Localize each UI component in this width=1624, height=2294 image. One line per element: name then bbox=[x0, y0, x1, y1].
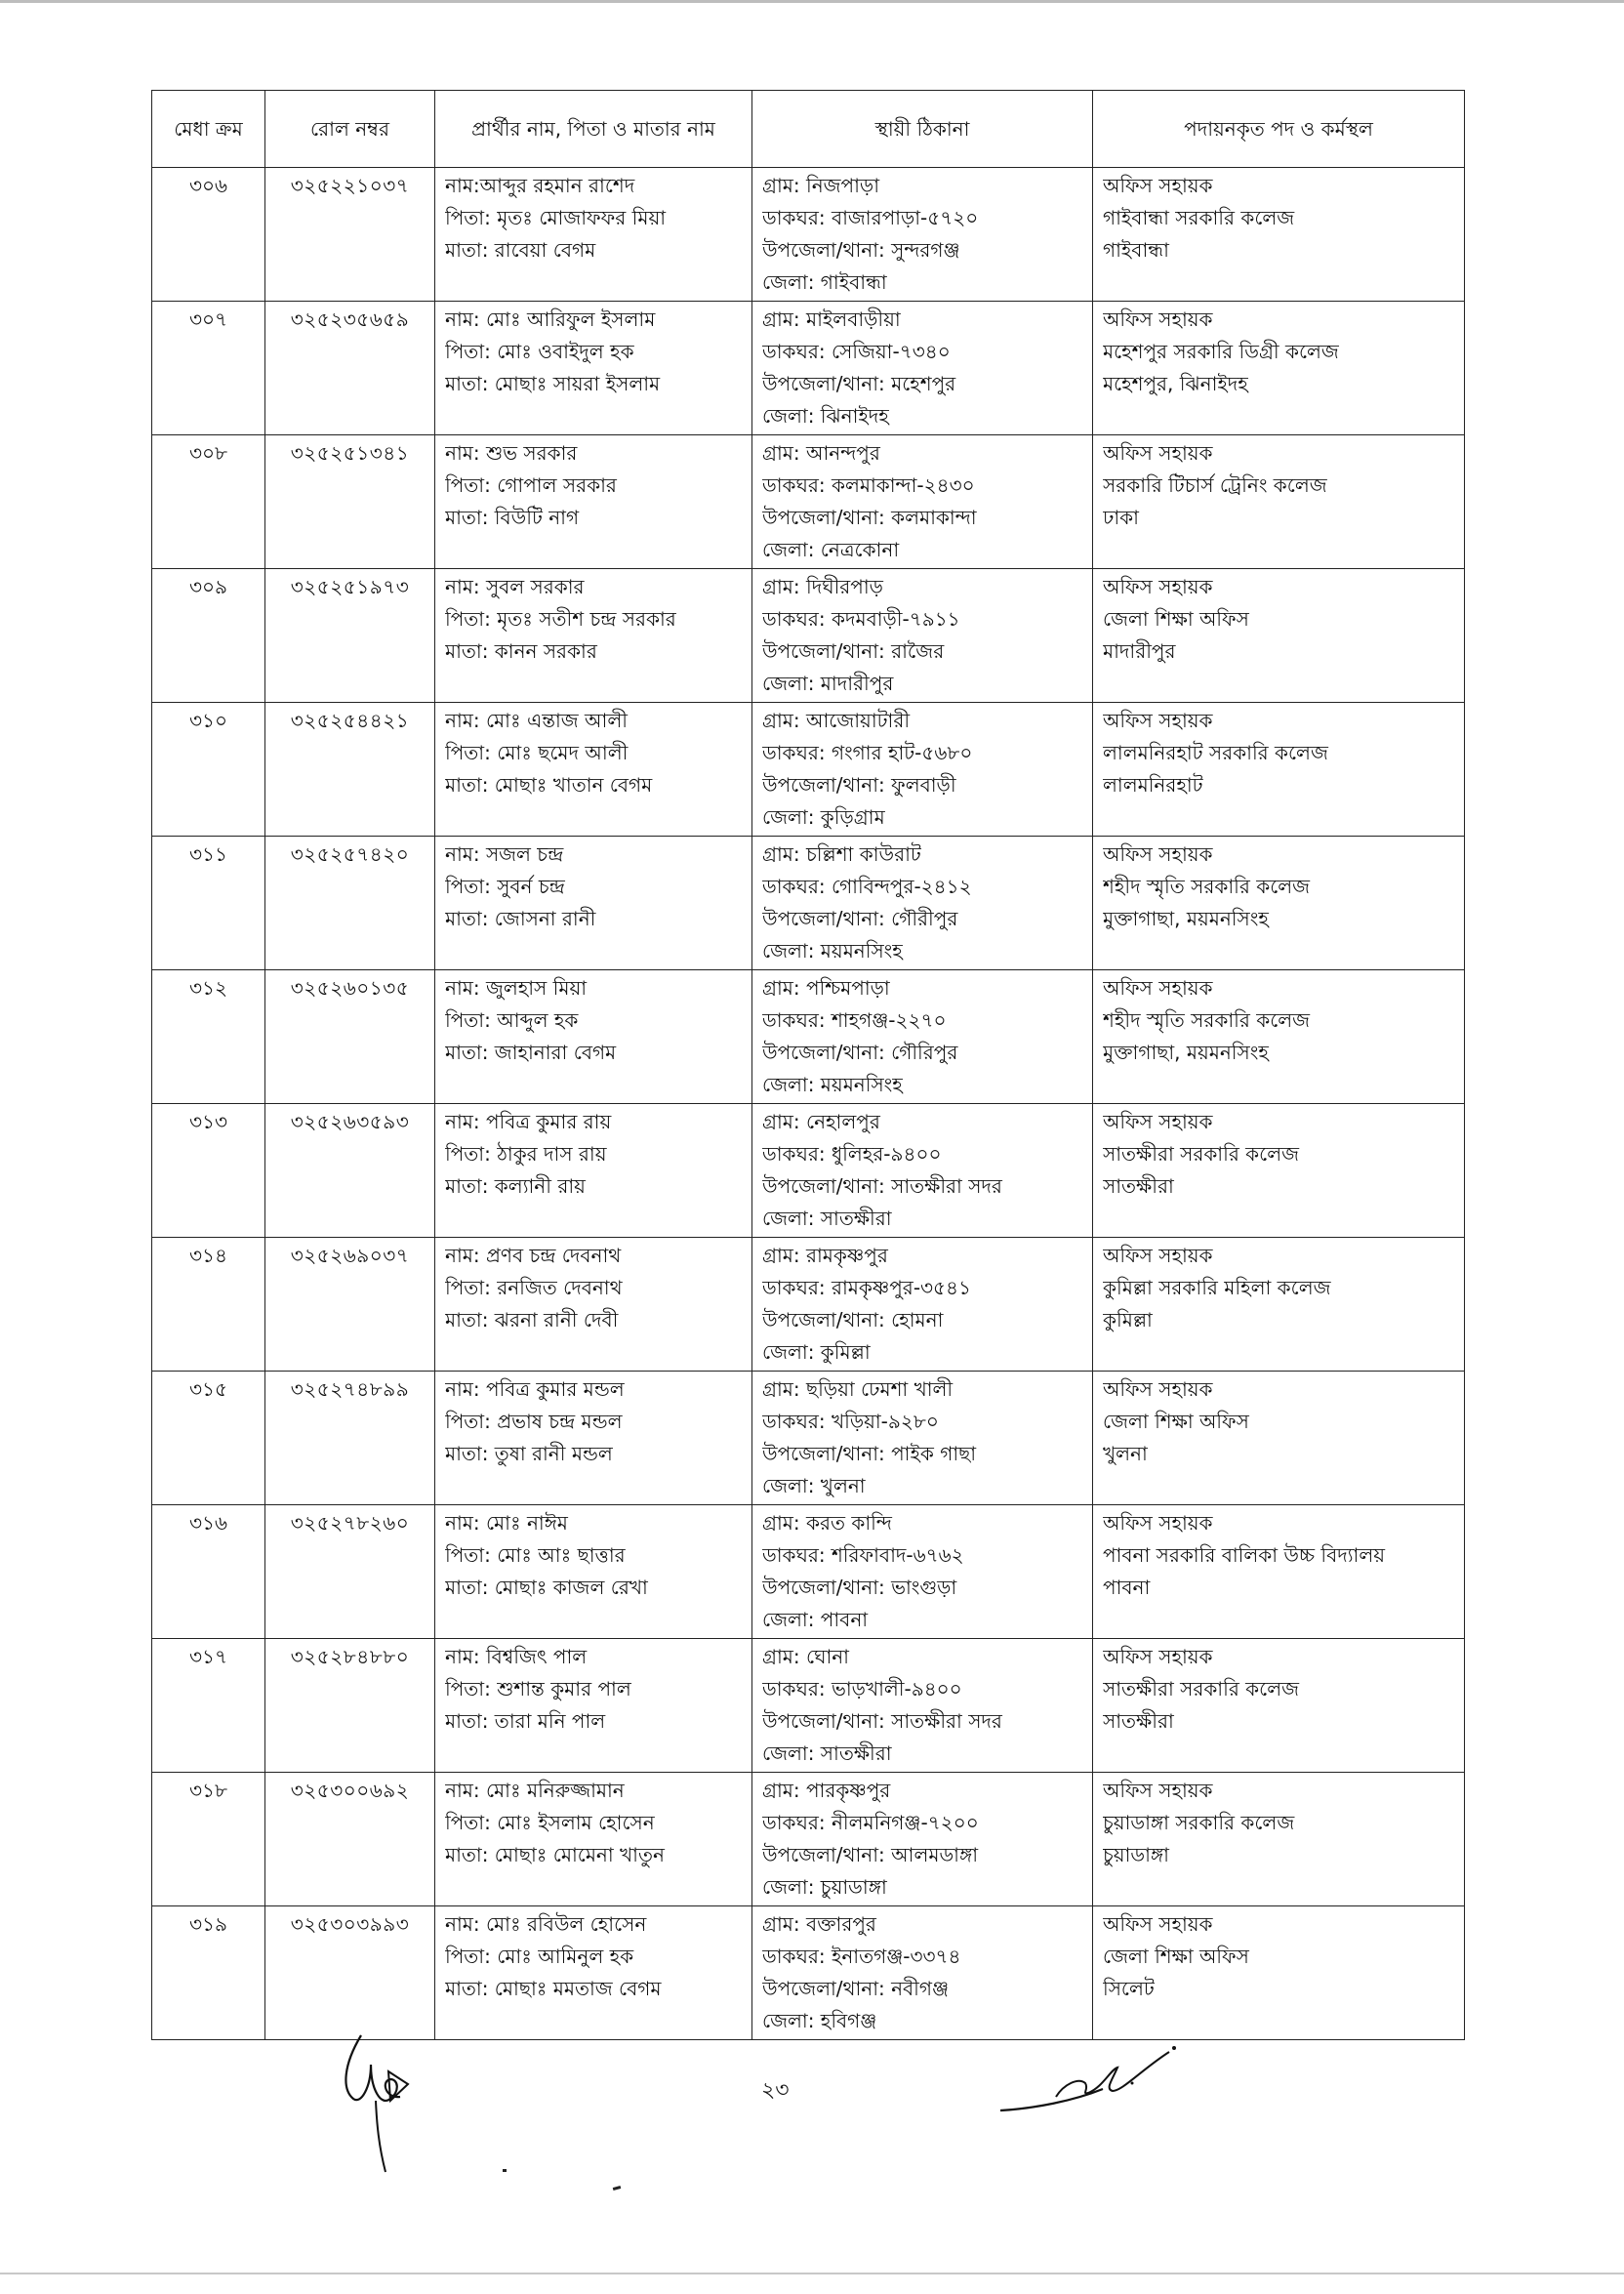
assigned-post-cell bbox=[1093, 1104, 1465, 1238]
post-line: অফিস সহায়ক bbox=[1103, 1645, 1213, 1668]
post-line: খুলনা bbox=[1103, 1442, 1148, 1465]
table-row bbox=[152, 302, 1465, 435]
post-line: চুয়াডাঙ্গা bbox=[1103, 1843, 1169, 1866]
scan-top-edge bbox=[0, 0, 1624, 3]
address-line: ডাকঘর: ভাড়খালী-৯৪০০ bbox=[762, 1677, 962, 1700]
address-line: গ্রাম: মাইলবাড়ীয়া bbox=[762, 307, 901, 331]
address-line: ডাকঘর: গংগার হাট-৫৬৮০ bbox=[762, 741, 973, 764]
roll-number-cell: ৩২৫২৭৪৮৯৯ bbox=[265, 1372, 435, 1505]
address-line: ডাকঘর: শরিফাবাদ-৬৭৬২ bbox=[762, 1543, 964, 1567]
roll-number-cell: ৩২৫২৬৩৫৯৩ bbox=[265, 1104, 435, 1238]
address-line: উপজেলা/থানা: কলমাকান্দা bbox=[762, 506, 977, 529]
address-line: জেলা: নেত্রকোনা bbox=[762, 538, 900, 561]
merit-serial-cell: ৩০৯ bbox=[152, 569, 265, 703]
address-line: জেলা: পাবনা bbox=[762, 1608, 869, 1631]
candidate-info-line: নাম: মোঃ রবিউল হোসেন bbox=[445, 1912, 647, 1936]
candidate-info-line: নাম: মোঃ মনিরুজ্জামান bbox=[445, 1779, 625, 1802]
candidate-info-line: পিতা: মোঃ ইসলাম হোসেন bbox=[445, 1811, 655, 1834]
address-line: ডাকঘর: বাজারপাড়া-৫৭২০ bbox=[762, 206, 979, 229]
address-cell bbox=[752, 1906, 1093, 2040]
post-line: অফিস সহায়ক bbox=[1103, 174, 1213, 197]
candidate-info-line: নাম: বিশ্বজিৎ পাল bbox=[445, 1645, 588, 1668]
address-cell bbox=[752, 837, 1093, 970]
candidate-name-cell bbox=[435, 302, 752, 435]
candidate-name-cell bbox=[435, 970, 752, 1104]
post-line: অফিস সহায়ক bbox=[1103, 441, 1213, 465]
address-line: গ্রাম: চল্লিশা কাউরাট bbox=[762, 842, 921, 866]
table-body bbox=[152, 168, 1465, 2040]
address-cell bbox=[752, 1773, 1093, 1906]
roll-number-cell: ৩২৫২৮৪৮৮০ bbox=[265, 1639, 435, 1773]
candidate-info-line: মাতা: মোছাঃ কাজল রেখা bbox=[445, 1576, 648, 1599]
address-line: গ্রাম: করত কান্দি bbox=[762, 1511, 892, 1535]
address-line: জেলা: সাতক্ষীরা bbox=[762, 1207, 892, 1230]
address-line: জেলা: কুমিল্লা bbox=[762, 1340, 871, 1364]
address-line: ডাকঘর: রামকৃষ্ণপুর-৩৫৪১ bbox=[762, 1276, 971, 1299]
candidate-info-line: নাম: মোঃ আরিফুল ইসলাম bbox=[445, 307, 656, 331]
post-line: লালমনিরহাট bbox=[1103, 773, 1203, 797]
assigned-post-cell bbox=[1093, 1238, 1465, 1372]
candidate-info-line: মাতা: বিউটি নাগ bbox=[445, 506, 580, 529]
post-line: পাবনা সরকারি বালিকা উচ্চ বিদ্যালয় bbox=[1103, 1543, 1386, 1567]
post-line: অফিস সহায়ক bbox=[1103, 307, 1213, 331]
roll-number-cell: ৩২৫২৬০১৩৫ bbox=[265, 970, 435, 1104]
address-line: উপজেলা/থানা: মহেশপুর bbox=[762, 372, 956, 395]
candidate-info-line: মাতা: মোছাঃ খাতান বেগম bbox=[445, 773, 653, 797]
candidate-info-line: পিতা: আব্দুল হক bbox=[445, 1008, 579, 1032]
candidate-info-line: নাম: প্রণব চন্দ্র দেবনাথ bbox=[445, 1244, 622, 1267]
address-line: জেলা: গাইবান্ধা bbox=[762, 270, 887, 294]
candidate-name-cell bbox=[435, 1773, 752, 1906]
address-cell bbox=[752, 1104, 1093, 1238]
address-cell bbox=[752, 168, 1093, 302]
post-line: লালমনিরহাট সরকারি কলেজ bbox=[1103, 741, 1328, 764]
table-row bbox=[152, 837, 1465, 970]
candidate-name-cell bbox=[435, 569, 752, 703]
merit-serial-cell: ৩০৭ bbox=[152, 302, 265, 435]
post-line: শহীদ স্মৃতি সরকারি কলেজ bbox=[1103, 875, 1311, 898]
table-row bbox=[152, 970, 1465, 1104]
post-line: সাতক্ষীরা bbox=[1103, 1709, 1174, 1733]
assigned-post-cell bbox=[1093, 1906, 1465, 2040]
merit-serial-cell: ৩১৭ bbox=[152, 1639, 265, 1773]
assigned-post-cell bbox=[1093, 569, 1465, 703]
address-line: জেলা: মাদারীপুর bbox=[762, 672, 894, 695]
post-line: অফিস সহায়ক bbox=[1103, 575, 1213, 598]
table-row bbox=[152, 1639, 1465, 1773]
post-line: সরকারি টিচার্স ট্রেনিং কলেজ bbox=[1103, 473, 1327, 497]
candidate-info-line: মাতা: মোছাঃ মোমেনা খাতুন bbox=[445, 1843, 665, 1866]
post-line: মুক্তাগাছা, ময়মনসিংহ bbox=[1103, 907, 1269, 930]
post-line: সাতক্ষীরা সরকারি কলেজ bbox=[1103, 1677, 1300, 1700]
candidate-info-line: মাতা: জাহানারা বেগম bbox=[445, 1041, 617, 1064]
table-row bbox=[152, 168, 1465, 302]
address-line: ডাকঘর: নীলমনিগঞ্জ-৭২০০ bbox=[762, 1811, 979, 1834]
roll-number-cell: ৩২৫৩০০৬৯২ bbox=[265, 1773, 435, 1906]
candidate-name-cell bbox=[435, 1906, 752, 2040]
table-row bbox=[152, 1104, 1465, 1238]
table-row bbox=[152, 1372, 1465, 1505]
table-row bbox=[152, 1238, 1465, 1372]
merit-list-table bbox=[151, 90, 1465, 2040]
candidate-name-cell bbox=[435, 435, 752, 569]
address-line: জেলা: সাতক্ষীরা bbox=[762, 1741, 892, 1765]
candidate-info-line: নাম: সুবল সরকার bbox=[445, 575, 585, 598]
assigned-post-cell bbox=[1093, 302, 1465, 435]
post-line: ঢাকা bbox=[1103, 506, 1139, 529]
merit-serial-cell: ৩০৮ bbox=[152, 435, 265, 569]
candidate-info-line: পিতা: মোঃ আমিনুল হক bbox=[445, 1945, 634, 1968]
address-line: গ্রাম: রামকৃষ্ণপুর bbox=[762, 1244, 888, 1267]
left-signature bbox=[332, 2030, 439, 2177]
table-row bbox=[152, 1773, 1465, 1906]
candidate-info-line: মাতা: রাবেয়া বেগম bbox=[445, 238, 596, 262]
address-line: ডাকঘর: কলমাকান্দা-২৪৩০ bbox=[762, 473, 975, 497]
merit-serial-cell: ৩১৪ bbox=[152, 1238, 265, 1372]
address-line: ডাকঘর: শাহগঞ্জ-২২৭০ bbox=[762, 1008, 947, 1032]
roll-number-cell: ৩২৫২৫৪৪২১ bbox=[265, 703, 435, 837]
address-line: গ্রাম: নেহালপুর bbox=[762, 1110, 880, 1133]
address-line: জেলা: ঝিনাইদহ bbox=[762, 404, 889, 428]
address-line: গ্রাম: দিঘীরপাড় bbox=[762, 575, 883, 598]
address-line: ডাকঘর: খড়িয়া-৯২৮০ bbox=[762, 1410, 939, 1433]
candidate-info-line: নাম: পবিত্র কুমার মন্ডল bbox=[445, 1377, 625, 1401]
post-line: কুমিল্লা bbox=[1103, 1308, 1153, 1331]
address-line: জেলা: চুয়াডাঙ্গা bbox=[762, 1875, 887, 1899]
candidate-info-line: পিতা: সুবর্ন চন্দ্র bbox=[445, 875, 565, 898]
merit-serial-cell: ৩০৬ bbox=[152, 168, 265, 302]
roll-number-cell: ৩২৫২৭৮২৬০ bbox=[265, 1505, 435, 1639]
header-assigned-post: পদায়নকৃত পদ ও কর্মস্থল bbox=[1093, 91, 1465, 168]
candidate-info-line: পিতা: গোপাল সরকার bbox=[445, 473, 617, 497]
address-line: গ্রাম: পারকৃষ্ণপুর bbox=[762, 1779, 891, 1802]
right-signature bbox=[995, 2040, 1191, 2118]
candidate-info-line: পিতা: মৃতঃ সতীশ চন্দ্র সরকার bbox=[445, 607, 676, 631]
merit-serial-cell: ৩১০ bbox=[152, 703, 265, 837]
candidate-name-cell bbox=[435, 703, 752, 837]
address-cell bbox=[752, 1639, 1093, 1773]
table-row bbox=[152, 435, 1465, 569]
post-line: কুমিল্লা সরকারি মহিলা কলেজ bbox=[1103, 1276, 1331, 1299]
address-cell bbox=[752, 435, 1093, 569]
assigned-post-cell bbox=[1093, 168, 1465, 302]
post-line: জেলা শিক্ষা অফিস bbox=[1103, 1945, 1249, 1968]
post-line: গাইবান্ধা সরকারি কলেজ bbox=[1103, 206, 1295, 229]
candidate-info-line: নাম: শুভ সরকার bbox=[445, 441, 578, 465]
header-permanent-address: স্থায়ী ঠিকানা bbox=[752, 91, 1093, 168]
assigned-post-cell bbox=[1093, 837, 1465, 970]
address-cell bbox=[752, 1372, 1093, 1505]
assigned-post-cell bbox=[1093, 970, 1465, 1104]
assigned-post-cell bbox=[1093, 1505, 1465, 1639]
candidate-info-line: মাতা: ঝরনা রানী দেবী bbox=[445, 1308, 619, 1331]
candidate-info-line: পিতা: রনজিত দেবনাথ bbox=[445, 1276, 623, 1299]
post-line: অফিস সহায়ক bbox=[1103, 1377, 1213, 1401]
post-line: জেলা শিক্ষা অফিস bbox=[1103, 607, 1249, 631]
address-line: উপজেলা/থানা: নবীগঞ্জ bbox=[762, 1977, 950, 2000]
post-line: পাবনা bbox=[1103, 1576, 1151, 1599]
candidate-info-line: নাম: পবিত্র কুমার রায় bbox=[445, 1110, 612, 1133]
address-line: ডাকঘর: ইনাতগঞ্জ-৩৩৭৪ bbox=[762, 1945, 961, 1968]
address-line: উপজেলা/থানা: সুন্দরগঞ্জ bbox=[762, 238, 960, 262]
address-line: গ্রাম: আজোয়াটারী bbox=[762, 709, 911, 732]
candidate-name-cell bbox=[435, 1238, 752, 1372]
post-line: অফিস সহায়ক bbox=[1103, 1912, 1213, 1936]
assigned-post-cell bbox=[1093, 1639, 1465, 1773]
merit-serial-cell: ৩১১ bbox=[152, 837, 265, 970]
address-cell bbox=[752, 703, 1093, 837]
post-line: অফিস সহায়ক bbox=[1103, 1110, 1213, 1133]
candidate-info-line: পিতা: ঠাকুর দাস রায় bbox=[445, 1142, 607, 1166]
stray-mark bbox=[503, 2169, 507, 2172]
merit-serial-cell: ৩১৬ bbox=[152, 1505, 265, 1639]
address-line: জেলা: কুড়িগ্রাম bbox=[762, 805, 885, 829]
assigned-post-cell bbox=[1093, 1773, 1465, 1906]
table-row bbox=[152, 1906, 1465, 2040]
address-line: উপজেলা/থানা: ফুলবাড়ী bbox=[762, 773, 956, 797]
candidate-name-cell bbox=[435, 1104, 752, 1238]
address-line: জেলা: ময়মনসিংহ bbox=[762, 939, 903, 963]
address-line: উপজেলা/থানা: হোমনা bbox=[762, 1308, 944, 1331]
post-line: মুক্তাগাছা, ময়মনসিংহ bbox=[1103, 1041, 1269, 1064]
address-line: ডাকঘর: কদমবাড়ী-৭৯১১ bbox=[762, 607, 960, 631]
candidate-info-line: মাতা: মোছাঃ সায়রা ইসলাম bbox=[445, 372, 661, 395]
post-line: চুয়াডাঙ্গা সরকারি কলেজ bbox=[1103, 1811, 1295, 1834]
post-line: অফিস সহায়ক bbox=[1103, 1779, 1213, 1802]
address-cell bbox=[752, 970, 1093, 1104]
candidate-name-cell bbox=[435, 1505, 752, 1639]
address-line: গ্রাম: আনন্দপুর bbox=[762, 441, 880, 465]
candidate-name-cell bbox=[435, 837, 752, 970]
table-row bbox=[152, 569, 1465, 703]
address-line: গ্রাম: ছড়িয়া ঢেমশা খালী bbox=[762, 1377, 954, 1401]
post-line: মহেশপুর, ঝিনাইদহ bbox=[1103, 372, 1248, 395]
address-line: উপজেলা/থানা: গৌরীপুর bbox=[762, 907, 958, 930]
post-line: অফিস সহায়ক bbox=[1103, 842, 1213, 866]
candidate-info-line: নাম: সজল চন্দ্র bbox=[445, 842, 564, 866]
roll-number-cell: ৩২৫২২১০৩৭ bbox=[265, 168, 435, 302]
header-roll-number: রোল নম্বর bbox=[265, 91, 435, 168]
roll-number-cell: ৩২৫২৫৭৪২০ bbox=[265, 837, 435, 970]
address-line: গ্রাম: বক্তারপুর bbox=[762, 1912, 876, 1936]
candidate-info-line: পিতা: মোঃ আঃ ছাত্তার bbox=[445, 1543, 626, 1567]
address-line: গ্রাম: পশ্চিমপাড়া bbox=[762, 976, 890, 1000]
candidate-info-line: নাম: মোঃ নাঈম bbox=[445, 1511, 568, 1535]
address-cell bbox=[752, 1505, 1093, 1639]
candidate-info-line: নাম: জুলহাস মিয়া bbox=[445, 976, 588, 1000]
address-line: উপজেলা/থানা: সাতক্ষীরা সদর bbox=[762, 1709, 1002, 1733]
merit-serial-cell: ৩১২ bbox=[152, 970, 265, 1104]
merit-serial-cell: ৩১৩ bbox=[152, 1104, 265, 1238]
merit-serial-cell: ৩১৫ bbox=[152, 1372, 265, 1505]
post-line: সাতক্ষীরা bbox=[1103, 1174, 1174, 1198]
candidate-info-line: মাতা: মোছাঃ মমতাজ বেগম bbox=[445, 1977, 662, 2000]
assigned-post-cell bbox=[1093, 435, 1465, 569]
candidate-info-line: পিতা: মোঃ ওবাইদুল হক bbox=[445, 340, 634, 363]
candidate-info-line: পিতা: মৃতঃ মোজাফফর মিয়া bbox=[445, 206, 667, 229]
post-line: মাদারীপুর bbox=[1103, 639, 1176, 663]
address-cell bbox=[752, 302, 1093, 435]
candidate-info-line: পিতা: মোঃ ছমেদ আলী bbox=[445, 741, 629, 764]
post-line: অফিস সহায়ক bbox=[1103, 1244, 1213, 1267]
roll-number-cell: ৩২৫৩০৩৯৯৩ bbox=[265, 1906, 435, 2040]
table-row bbox=[152, 703, 1465, 837]
post-line: অফিস সহায়ক bbox=[1103, 709, 1213, 732]
scan-bottom-edge bbox=[0, 2273, 1624, 2274]
assigned-post-cell bbox=[1093, 703, 1465, 837]
roll-number-cell: ৩২৫২৬৯০৩৭ bbox=[265, 1238, 435, 1372]
post-line: জেলা শিক্ষা অফিস bbox=[1103, 1410, 1249, 1433]
merit-serial-cell: ৩১৯ bbox=[152, 1906, 265, 2040]
candidate-info-line: মাতা: কল্যানী রায় bbox=[445, 1174, 586, 1198]
candidate-name-cell bbox=[435, 1639, 752, 1773]
post-line: অফিস সহায়ক bbox=[1103, 976, 1213, 1000]
header-candidate-name: প্রার্থীর নাম, পিতা ও মাতার নাম bbox=[435, 91, 752, 168]
candidate-info-line: মাতা: কানন সরকার bbox=[445, 639, 597, 663]
candidate-name-cell bbox=[435, 1372, 752, 1505]
candidate-info-line: পিতা: প্রভাষ চন্দ্র মন্ডল bbox=[445, 1410, 623, 1433]
address-line: উপজেলা/থানা: ভাংগুড়া bbox=[762, 1576, 957, 1599]
candidate-info-line: মাতা: জোসনা রানী bbox=[445, 907, 596, 930]
post-line: মহেশপুর সরকারি ডিগ্রী কলেজ bbox=[1103, 340, 1339, 363]
address-line: ডাকঘর: ধুলিহর-৯৪০০ bbox=[762, 1142, 942, 1166]
merit-serial-cell: ৩১৮ bbox=[152, 1773, 265, 1906]
table-row bbox=[152, 1505, 1465, 1639]
address-cell bbox=[752, 1238, 1093, 1372]
address-line: গ্রাম: নিজপাড়া bbox=[762, 174, 879, 197]
header-merit-serial: মেধা ক্রম bbox=[152, 91, 265, 168]
candidate-info-line: মাতা: তুষা রানী মন্ডল bbox=[445, 1442, 613, 1465]
post-line: সিলেট bbox=[1103, 1977, 1155, 2000]
page-number: ২৩ bbox=[761, 2078, 790, 2103]
candidate-name-cell bbox=[435, 168, 752, 302]
address-line: ডাকঘর: সেজিয়া-৭৩৪০ bbox=[762, 340, 951, 363]
roll-number-cell: ৩২৫২৫১৯৭৩ bbox=[265, 569, 435, 703]
candidate-info-line: পিতা: শুশান্ত কুমার পাল bbox=[445, 1677, 631, 1700]
address-line: উপজেলা/থানা: রাজৈর bbox=[762, 639, 945, 663]
roll-number-cell: ৩২৫২৫১৩৪১ bbox=[265, 435, 435, 569]
merit-list-table-container bbox=[151, 90, 1464, 2040]
post-line: শহীদ স্মৃতি সরকারি কলেজ bbox=[1103, 1008, 1311, 1032]
address-line: জেলা: হবিগঞ্জ bbox=[762, 2009, 877, 2032]
address-line: জেলা: ময়মনসিংহ bbox=[762, 1073, 903, 1096]
post-line: গাইবান্ধা bbox=[1103, 238, 1169, 262]
address-line: জেলা: খুলনা bbox=[762, 1474, 866, 1497]
roll-number-cell: ৩২৫২৩৫৬৫৯ bbox=[265, 302, 435, 435]
post-line: অফিস সহায়ক bbox=[1103, 1511, 1213, 1535]
address-cell bbox=[752, 569, 1093, 703]
candidate-info-line: নাম: মোঃ এন্তাজ আলী bbox=[445, 709, 628, 732]
address-line: উপজেলা/থানা: গৌরিপুর bbox=[762, 1041, 958, 1064]
address-line: গ্রাম: ঘোনা bbox=[762, 1645, 849, 1668]
assigned-post-cell bbox=[1093, 1372, 1465, 1505]
address-line: ডাকঘর: গোবিন্দপুর-২৪১২ bbox=[762, 875, 972, 898]
stray-mark bbox=[613, 2186, 622, 2191]
address-line: উপজেলা/থানা: আলমডাঙ্গা bbox=[762, 1843, 979, 1866]
candidate-info-line: নাম:আব্দুর রহমান রাশেদ bbox=[445, 174, 635, 197]
post-line: সাতক্ষীরা সরকারি কলেজ bbox=[1103, 1142, 1300, 1166]
address-line: উপজেলা/থানা: সাতক্ষীরা সদর bbox=[762, 1174, 1002, 1198]
table-header-row bbox=[152, 91, 1465, 168]
address-line: উপজেলা/থানা: পাইক গাছা bbox=[762, 1442, 977, 1465]
candidate-info-line: মাতা: তারা মনি পাল bbox=[445, 1709, 606, 1733]
